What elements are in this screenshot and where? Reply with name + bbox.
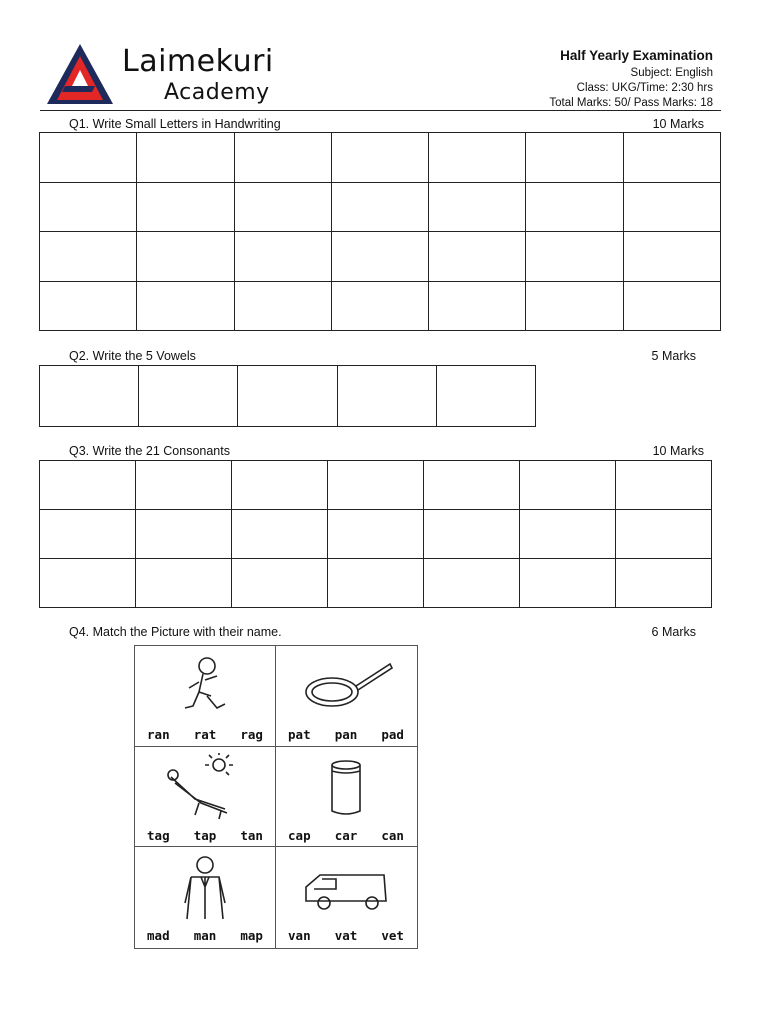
match-item (276, 847, 416, 947)
word-option[interactable]: man (193, 928, 217, 943)
sunbather-icon (155, 753, 255, 821)
question-4-label: Q4. Match the Picture with their name. (69, 625, 282, 639)
exam-title: Half Yearly Examination (560, 48, 713, 63)
picture-match-panel (134, 645, 418, 949)
word-option[interactable]: can (381, 828, 404, 843)
header-divider (40, 110, 721, 111)
question-1-label: Q1. Write Small Letters in Handwriting (69, 117, 281, 131)
academy-logo (45, 42, 115, 106)
word-options (135, 828, 275, 843)
word-option[interactable]: van (288, 928, 311, 943)
marks-line: Total Marks: 50/ Pass Marks: 18 (549, 97, 713, 109)
match-item (135, 646, 275, 746)
question-2-marks: 5 Marks (651, 349, 696, 363)
running-boy-icon (155, 652, 255, 720)
word-option[interactable]: rat (193, 727, 217, 742)
word-option[interactable]: vet (381, 928, 404, 943)
word-option[interactable]: cap (288, 828, 311, 843)
match-item (276, 747, 416, 847)
soda-can-icon (296, 753, 396, 821)
word-option[interactable]: car (334, 828, 358, 843)
van-icon (296, 853, 396, 921)
word-options (276, 928, 416, 943)
word-option[interactable]: map (240, 928, 263, 943)
frying-pan-icon (296, 652, 396, 720)
q3-answer-grid[interactable] (39, 460, 712, 608)
word-option[interactable]: vat (334, 928, 358, 943)
question-3-label: Q3. Write the 21 Consonants (69, 444, 230, 458)
q1-answer-grid[interactable] (39, 132, 721, 331)
word-options (135, 727, 275, 742)
word-option[interactable]: rag (240, 727, 263, 742)
word-option[interactable]: ran (147, 727, 170, 742)
word-option[interactable]: pad (381, 727, 404, 742)
word-option[interactable]: pan (334, 727, 358, 742)
word-option[interactable]: mad (147, 928, 170, 943)
school-subtitle: Academy (164, 80, 270, 105)
man-in-suit-icon (155, 853, 255, 921)
word-option[interactable]: tap (193, 828, 217, 843)
match-item (135, 747, 275, 847)
word-option[interactable]: tag (147, 828, 170, 843)
match-item (135, 847, 275, 947)
subject-line: Subject: English (630, 67, 713, 79)
question-3-marks: 10 Marks (652, 444, 704, 458)
match-item (276, 646, 416, 746)
question-2-label: Q2. Write the 5 Vowels (69, 349, 196, 363)
school-name: Laimekuri (122, 44, 274, 79)
q2-answer-grid[interactable] (39, 365, 536, 427)
question-1-marks: 10 Marks (652, 117, 704, 131)
word-options (276, 828, 416, 843)
class-time-line: Class: UKG/Time: 2:30 hrs (576, 82, 713, 94)
word-options (135, 928, 275, 943)
word-options (276, 727, 416, 742)
word-option[interactable]: tan (240, 828, 263, 843)
word-option[interactable]: pat (288, 727, 311, 742)
question-4-marks: 6 Marks (651, 625, 696, 639)
